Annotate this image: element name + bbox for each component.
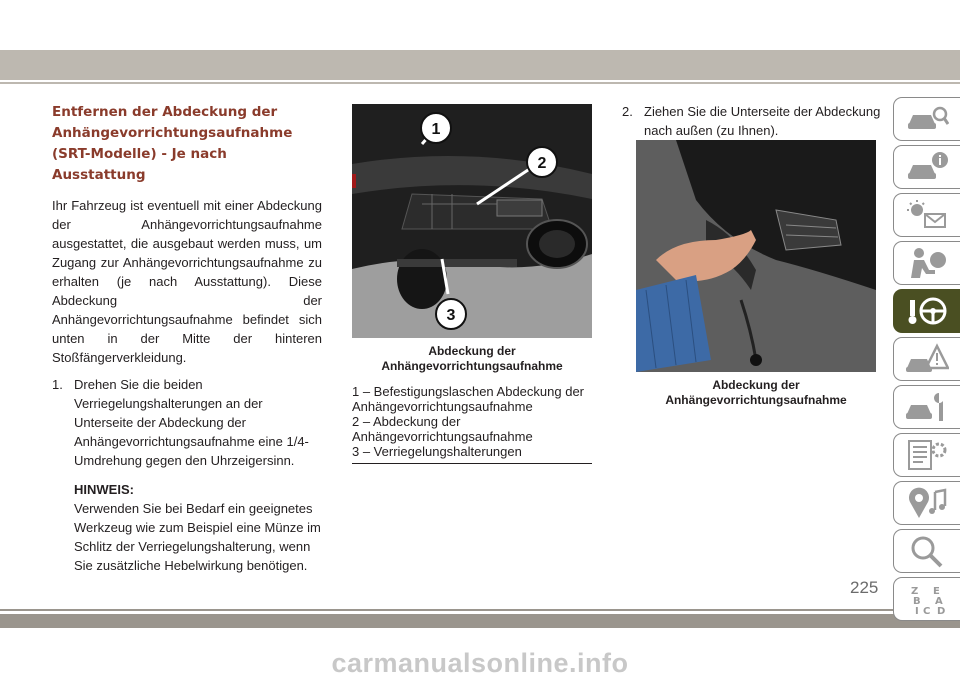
title-line: Entfernen der Abdeckung der [52,104,278,120]
car-warning-icon[interactable] [893,337,960,381]
watermark: carmanualsonline.info [331,648,629,678]
car-wrench-icon[interactable] [893,385,960,429]
caption-line: Anhängevorrichtungsaufnahme [381,359,563,373]
legend-item: 2 – Abdeckung der Anhängevorrichtungsaufnahme [352,414,533,444]
page-number: 225 [850,578,879,597]
spec-list-gear-icon[interactable] [893,433,960,477]
callout-1 [421,113,451,143]
intro-paragraph: Ihr Fahrzeug ist eventuell mit einer Abdeckung der Anhängevorrichtungsaufnahme ausgestattet, die ausgebaut werden muss, um Zugang zur Anhängevorrichtungsaufnahme zu erhalten (je nach Ausstattung). Diese Abdeckung der Anhängevorrichtungsaufnahme befindet sich unten in der Mitte der hinteren Stoßfängerverkleidung. [52,198,322,365]
steering-wheel-key-icon[interactable] [893,289,960,333]
airbag-person-icon[interactable] [893,241,960,285]
svg-text:C: C [923,606,931,616]
car-info-icon[interactable] [893,145,960,189]
caption-line: Abdeckung der [428,344,516,358]
footer-line [0,609,960,611]
step-number: 1. [52,377,63,392]
svg-text:B: B [913,596,921,607]
step-text: Drehen Sie die beiden Verriegelungshalterungen an der Unterseite der Abdeckung der Anhängevorrichtungsaufnahme eine 1/4-Umdrehung gegen den Uhrzeigersinn. [74,377,309,468]
footer-band [0,614,960,628]
alphabet-index-icon[interactable] [893,577,960,621]
note-text: Verwenden Sie bei Bedarf ein geeignetes Werkzeug wie zum Beispiel eine Münze im Schlitz der Verriegelungshalterung, wenn Sie zusätzliche Hebelwirkung benötigen. [74,501,321,573]
cover-removal-illustration [636,140,876,372]
callout-3 [436,299,466,329]
title-line: Anhängevorrichtungsaufnahme [52,125,293,141]
figure-1 [352,104,592,464]
car-search-icon[interactable] [893,97,960,141]
svg-text:D: D [937,606,946,616]
caption-line: Abdeckung der [712,378,800,392]
svg-text:A: A [935,596,943,607]
step-1 [52,375,322,470]
callout-2 [527,147,557,177]
chapter-tabs [893,97,960,625]
svg-text:E: E [933,586,940,597]
figure-1-legend [352,384,592,464]
hitch-cover-illustration [352,104,592,338]
text-column [52,102,322,575]
step-text: Ziehen Sie die Unterseite der Abdeckung nach außen (zu Ihnen). [644,104,881,138]
step-2-column [622,102,890,407]
title-line: (SRT-Modelle) - Je nach Ausstattung [52,146,227,183]
figure-1-caption [352,344,592,374]
svg-text:3: 3 [446,307,456,324]
magnifier-icon[interactable] [893,529,960,573]
cover-removal-photo [636,140,876,377]
section-title [52,102,322,186]
gps-music-icon[interactable] [893,481,960,525]
note-block [74,480,322,575]
figure-2-caption [622,378,890,408]
dashboard-lights-icon[interactable] [893,193,960,237]
svg-text:I: I [915,606,919,616]
header-band [0,50,960,80]
caption-line: Anhängevorrichtungsaufnahme [665,393,847,407]
svg-text:Z: Z [911,586,919,597]
step-2 [622,102,890,140]
note-heading: HINWEIS: [74,482,134,497]
svg-text:1: 1 [431,121,441,138]
legend-item: 1 – Befestigungslaschen Abdeckung der Anhängevorrichtungsaufnahme [352,384,585,414]
hitch-cover-photo [352,104,592,338]
legend-item: 3 – Verriegelungshalterungen [352,444,522,459]
step-number: 2. [622,104,633,119]
svg-text:2: 2 [537,155,547,172]
